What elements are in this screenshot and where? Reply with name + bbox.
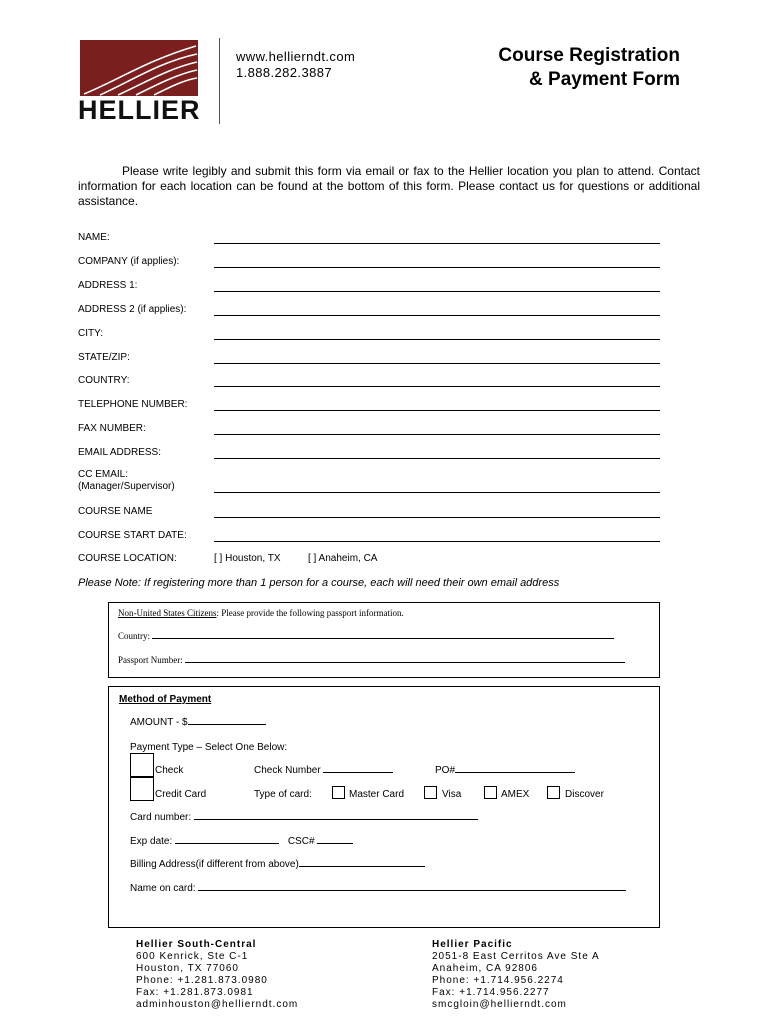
mastercard-label: Master Card [349,789,405,800]
footer-anaheim-fax: Fax: +1.714.956.2277 [432,987,550,998]
page-title [440,44,680,92]
exp-date-input[interactable] [175,843,279,844]
billing-address-label: Billing Address(if different from above) [130,859,299,870]
visa-label: Visa [442,789,462,800]
hellier-logo [78,40,200,124]
field-input-line[interactable] [214,434,660,435]
po-label: PO# [435,765,456,776]
title-line-1: Course Registration [498,45,680,66]
field-input-line[interactable] [214,315,660,316]
passport-country-input[interactable] [152,638,614,639]
check-number-input[interactable] [323,772,393,773]
check-number-label: Check Number [254,765,321,776]
field-label-text: NAME: [78,232,110,243]
passport-country-row [118,631,638,641]
passport-country-label: Country: [118,631,151,641]
field-label-text: COURSE NAME [78,506,153,517]
payment-section [108,686,660,928]
field-label [78,399,187,411]
footer-anaheim-email[interactable]: smcgloin@hellierndt.com [432,999,567,1010]
csc-input[interactable] [317,843,353,844]
name-on-card-row [130,883,626,894]
field-input-line[interactable] [214,243,660,244]
footer-anaheim-phone: Phone: +1.714.956.2274 [432,975,564,986]
field-label [78,352,130,364]
intro-text: Please write legibly and submit this form via email or fax to the Hellier location you plan to attend. Contact information for each location can be found at the bottom of this form. Please contact us for questions or additional assistance. [78,164,700,208]
field-label [78,530,187,542]
header-divider [219,38,220,124]
field-label [78,328,103,340]
field-label [78,423,146,435]
location-option-anaheim[interactable]: [ ] Anaheim, CA [308,553,378,564]
payment-type-label: Payment Type – Select One Below: [130,742,288,753]
passport-heading: Non-United States Citizens [118,608,217,618]
exp-date-label: Exp date: [130,836,173,847]
registration-note: Please Note: If registering more than 1 person for a course, each will need their own email address [78,577,560,589]
payment-heading: Method of Payment [119,694,212,705]
field-label [78,506,152,518]
check-checkbox[interactable] [130,753,154,777]
field-label [78,256,179,268]
discover-checkbox[interactable] [547,786,560,799]
po-row [435,765,575,776]
check-label: Check [155,765,184,776]
footer-houston [136,939,298,1011]
title-line-2: & Payment Form [529,69,680,90]
credit-card-label: Credit Card [155,789,207,800]
field-label-text: FAX NUMBER: [78,423,146,434]
field-input-line[interactable] [214,410,660,411]
field-label-text: COUNTRY: [78,375,130,386]
csc-label: CSC# [287,836,315,847]
field-label-text: CC EMAIL: [78,469,129,480]
footer-houston-address2: Houston, TX 77060 [136,963,239,974]
name-on-card-label: Name on card: [130,883,196,894]
intro-paragraph [78,164,700,209]
field-input-line[interactable] [214,386,660,387]
footer-anaheim [432,939,600,1011]
field-label-text: STATE/ZIP: [78,352,130,363]
field-label [78,469,175,493]
logo-text: HELLIER [78,95,201,125]
field-sublabel-text: (Manager/Supervisor) [78,481,175,492]
amex-checkbox[interactable] [484,786,497,799]
field-input-line[interactable] [214,458,660,459]
passport-heading-row [118,608,404,618]
po-input[interactable] [455,772,575,773]
field-label [78,232,110,244]
field-input-line[interactable] [214,363,660,364]
field-input-line[interactable] [214,541,660,542]
field-label-text: CITY: [78,328,104,339]
field-input-line[interactable] [214,492,660,493]
visa-checkbox[interactable] [424,786,437,799]
exp-date-row [130,836,353,847]
field-label-text: EMAIL ADDRESS: [78,447,161,458]
amount-input[interactable] [188,724,266,725]
check-number-row [254,765,393,776]
passport-number-row [118,655,638,665]
card-number-row [130,812,478,823]
footer-houston-name: Hellier South-Central [136,939,257,950]
field-input-line[interactable] [214,267,660,268]
mastercard-checkbox[interactable] [332,786,345,799]
passport-heading-rest: : Please provide the following passport information. [216,608,404,618]
footer-anaheim-address2: Anaheim, CA 92806 [432,963,538,974]
field-label-text: COMPANY (if applies): [78,256,180,267]
amex-label: AMEX [501,789,530,800]
field-label-text: ADDRESS 2 (if applies): [78,304,187,315]
footer-houston-phone: Phone: +1.281.873.0980 [136,975,268,986]
field-label [78,304,186,316]
header-phone: 1.888.282.3887 [236,65,332,80]
header-contact [236,49,355,81]
footer-houston-address1: 600 Kenrick, Ste C-1 [136,951,249,962]
course-location-label: COURSE LOCATION: [78,553,177,564]
field-label [78,280,137,292]
field-label [78,447,161,459]
passport-number-input[interactable] [185,662,625,663]
field-input-line[interactable] [214,339,660,340]
field-input-line[interactable] [214,517,660,518]
passport-number-label: Passport Number: [118,655,183,665]
field-label-text: TELEPHONE NUMBER: [78,399,188,410]
card-number-label: Card number: [130,812,192,823]
billing-address-row [130,859,425,870]
footer-anaheim-address1: 2051-8 East Cerritos Ave Ste A [432,951,600,962]
footer-houston-email[interactable]: adminhouston@hellierndt.com [136,999,299,1010]
billing-address-input[interactable] [299,866,425,867]
footer-houston-fax: Fax: +1.281.873.0981 [136,987,254,998]
field-label-text: COURSE START DATE: [78,530,187,541]
field-input-line[interactable] [214,291,660,292]
website-link[interactable]: www.hellierndt.com [236,49,356,64]
type-of-card-label: Type of card: [254,789,312,800]
credit-card-checkbox[interactable] [130,777,154,801]
field-label [78,375,130,387]
amount-label: AMOUNT - $ [130,717,188,728]
location-option-houston[interactable]: [ ] Houston, TX [214,553,281,564]
card-number-input[interactable] [194,819,478,820]
discover-label: Discover [565,789,604,800]
amount-row [130,717,266,728]
passport-section [108,602,660,678]
field-label-text: ADDRESS 1: [78,280,138,291]
footer-anaheim-name: Hellier Pacific [432,939,513,950]
name-on-card-input[interactable] [198,890,626,891]
